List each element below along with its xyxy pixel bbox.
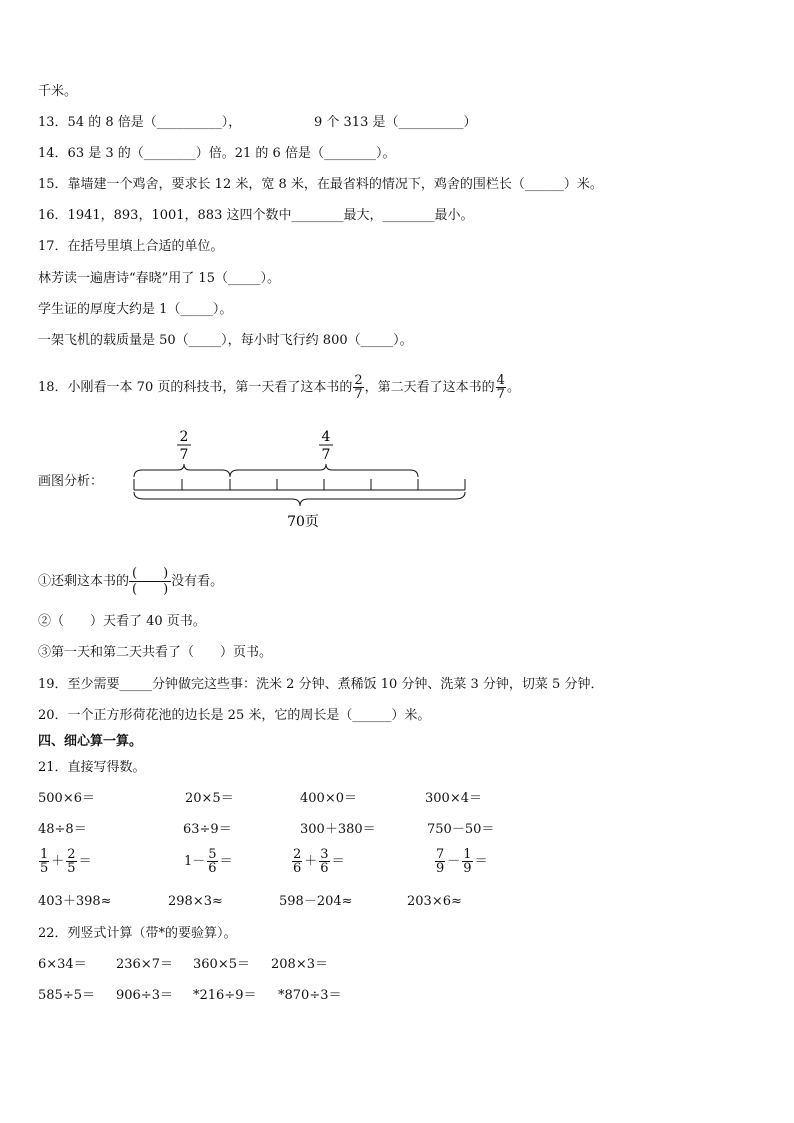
text-line: 千米。 [38,84,78,99]
question-18-sub-2: ②（ ）天看了 40 页书。 [38,614,206,629]
diagram-top-label-2-denominator: 7 [321,447,331,463]
denominator: 9 [436,861,445,876]
vertical-calc-item: *870÷3＝ [278,988,342,1003]
denominator: 9 [463,861,472,876]
vertical-calc-item: *216÷9＝ [193,988,257,1003]
denominator: 6 [208,861,217,876]
calc-item: 298×3≈ [168,894,223,909]
equals-sign: ＝ [331,853,345,869]
fraction-2-7 [353,374,363,401]
calc-item: 20×5＝ [185,791,234,806]
numerator: 5 [208,847,217,862]
question-17-item-1: 林芳读一遍唐诗“春晓”用了 15（_____）。 [38,271,280,286]
calc-fraction-item-3 [291,848,346,875]
question-18-sub-1 [38,566,223,597]
question-18-sub-3: ③第一天和第二天共看了（ ）页书。 [38,645,273,660]
vertical-calc-item: 236×7＝ [116,957,173,972]
denominator: 7 [496,387,505,402]
calc-item: 598－204≈ [279,894,353,909]
question-16: 16．1941，893，1001，883 这四个数中________最大，________最小。 [38,208,474,223]
calc-item: 48÷8＝ [38,822,87,837]
diagram-label: 画图分析： [38,474,104,489]
numerator: 1 [40,847,49,862]
calc-fraction-item-2 [183,848,234,875]
blank-denominator[interactable]: ( ) [132,582,169,597]
vertical-calc-item: 585÷5＝ [38,988,95,1003]
sub-1-text-pre: ①还剩这本书的 [38,574,130,589]
diagram-top-label-2-numerator: 4 [321,429,331,445]
equals-sign: ＝ [78,853,92,869]
denominator: 5 [67,861,76,876]
calc-item: 300＋380＝ [300,822,376,837]
denominator: 7 [354,387,363,402]
question-22: 22．列竖式计算（带*的要验算）。 [38,926,237,941]
calc-fraction-item-1 [38,848,93,875]
segment-diagram [120,422,480,537]
calc-item: 300×4＝ [425,791,482,806]
operator: － [447,853,461,869]
calc-item: 750－50＝ [427,822,495,837]
vertical-calc-item: 6×34＝ [38,957,87,972]
question-19: 19．至少需要_____分钟做完这些事：洗米 2 分钟、煮稀饭 10 分钟、洗菜 3 分钟，切菜 5 分钟． [38,677,604,692]
vertical-calc-item: 208×3＝ [271,957,328,972]
question-13-part-a: 13．54 的 8 倍是（__________）， [38,115,242,130]
sub-1-text-post: 没有看。 [171,574,224,589]
calc-fraction-item-4 [434,848,489,875]
diagram-top-label-1-numerator: 2 [179,429,189,445]
blank-fraction[interactable] [129,566,171,597]
question-18-text-end: 。 [506,380,520,395]
numerator: 2 [293,847,302,862]
operator: ＋ [51,853,65,869]
calc-item: 203×6≈ [407,894,462,909]
question-13-part-b: 9 个 313 是（__________） [314,115,477,130]
calc-item: 63÷9＝ [183,822,232,837]
operator: 1－ [184,853,206,869]
diagram-bottom-label: 70页 [287,514,319,530]
question-18 [38,374,520,401]
denominator: 6 [320,861,329,876]
numerator: 2 [354,373,363,388]
brace-day-2 [230,464,418,477]
question-17-item-2: 学生证的厚度大约是 1（_____）。 [38,302,233,317]
numerator: 4 [496,373,505,388]
question-17-item-3: 一架飞机的载质量是 50（_____），每小时飞行约 800（_____）。 [38,333,413,348]
question-18-text-mid: ，第二天看了这本书的 [364,380,495,395]
question-15: 15．靠墙建一个鸡舍，要求长 12 米，宽 8 米，在最省料的情况下，鸡舍的围栏长（______）米。 [38,177,603,192]
operator: ＋ [304,853,318,869]
fraction-4-7 [496,374,506,401]
calc-item: 403＋398≈ [38,894,112,909]
numerator: 2 [67,847,76,862]
denominator: 6 [293,861,302,876]
question-14: 14．63 是 3 的（________）倍。21 的 6 倍是（________）。 [38,146,396,161]
numerator: 1 [463,847,472,862]
numerator: 7 [436,847,445,862]
question-20: 20．一个正方形荷花池的边长是 25 米，它的周长是（______）米。 [38,708,431,723]
question-17: 17．在括号里填上合适的单位。 [38,239,224,254]
calc-item: 500×6＝ [38,791,95,806]
blank-numerator[interactable]: ( ) [129,566,171,582]
vertical-calc-item: 906÷3＝ [116,988,173,1003]
brace-day-1 [134,464,230,477]
equals-sign: ＝ [219,853,233,869]
question-18-text-pre: 18．小刚看一本 70 页的科技书，第一天看了这本书的 [38,380,353,395]
section-4-title: 四、细心算一算。 [38,734,143,749]
numerator: 3 [320,847,329,862]
vertical-calc-item: 360×5＝ [193,957,250,972]
equals-sign: ＝ [474,853,488,869]
denominator: 5 [40,861,49,876]
question-21: 21．直接写得数。 [38,760,146,775]
calc-item: 400×0＝ [300,791,357,806]
brace-total [134,492,465,506]
diagram-top-label-1-denominator: 7 [179,447,189,463]
